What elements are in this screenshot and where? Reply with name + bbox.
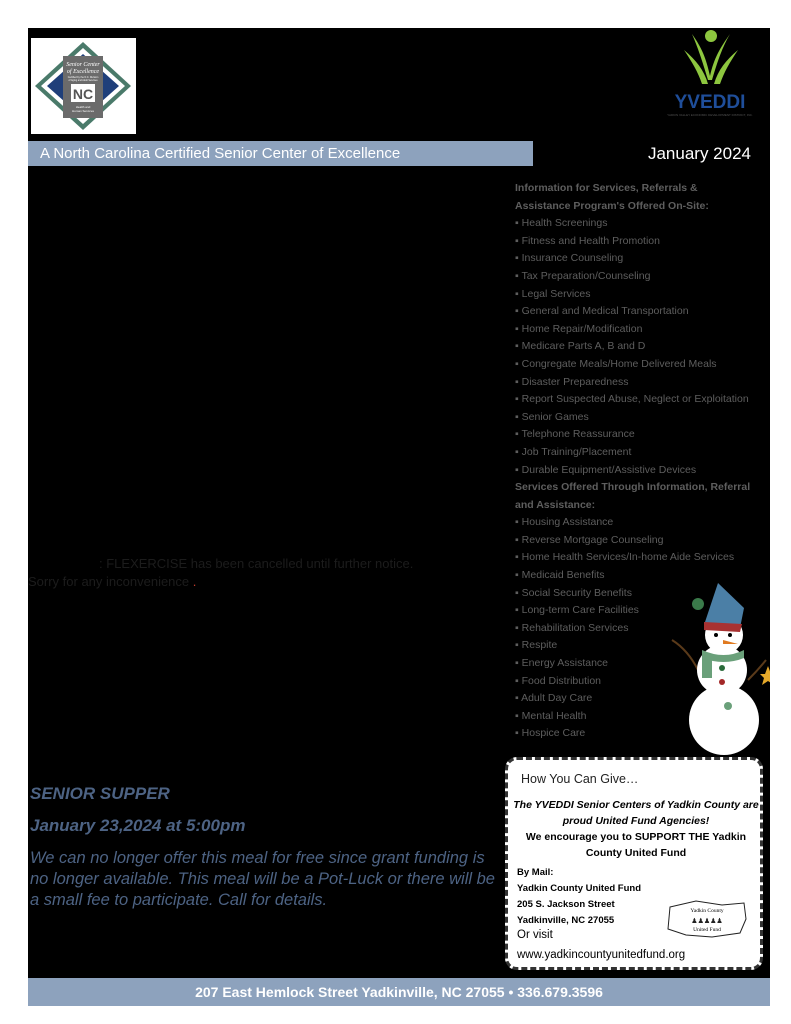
issue-date: January 2024 — [533, 141, 761, 166]
visit-label: Or visit — [517, 929, 553, 941]
notice-line-1: : FLEXERCISE has been cancelled until further notice. — [99, 556, 414, 571]
onsite-service-item: ▪ Durable Equipment/Assistive Devices — [515, 462, 755, 480]
onsite-services-heading: Information for Services, Referrals & Assistance Program's Offered On-Site: — [515, 182, 709, 212]
onsite-service-item: ▪ Legal Services — [515, 286, 755, 304]
onsite-service-item: ▪ Health Screenings — [515, 215, 755, 233]
mail-address — [517, 865, 641, 929]
onsite-service-item: ▪ Medicare Parts A, B and D — [515, 338, 755, 356]
referral-service-item: ▪ Home Health Services/In-home Aide Services — [515, 549, 755, 567]
give-line-2: We encourage you to SUPPORT THE Yadkin County United Fund — [525, 831, 747, 859]
onsite-service-item: ▪ General and Medical Transportation — [515, 303, 755, 321]
referral-service-item: ▪ Reverse Mortgage Counseling — [515, 532, 755, 550]
svg-text:Senior Center: Senior Center — [66, 62, 100, 68]
notice-line-2: Sorry for any inconvenience . — [28, 574, 197, 589]
mail-name: Yadkin County United Fund — [517, 883, 642, 894]
onsite-services — [515, 215, 755, 479]
onsite-service-item: ▪ Senior Games — [515, 409, 755, 427]
onsite-service-item: ▪ Job Training/Placement — [515, 444, 755, 462]
referral-service-item: ▪ Adult Day Care — [515, 690, 755, 708]
certification-tagline: A North Carolina Certified Senior Center of Excellence — [28, 141, 533, 166]
mail-street: 205 S. Jackson Street — [517, 899, 615, 910]
referral-service-item: ▪ Long-term Care Facilities — [515, 602, 755, 620]
svg-text:Yadkin County: Yadkin County — [690, 908, 724, 914]
svg-text:Human Services: Human Services — [71, 109, 95, 113]
onsite-service-item: ▪ Report Suspected Abuse, Neglect or Exploitation — [515, 391, 755, 409]
flexercise-notice — [28, 555, 448, 591]
give-message — [513, 797, 759, 861]
mail-city: Yadkinville, NC 27055 — [517, 915, 615, 926]
supper-title: SENIOR SUPPER — [30, 784, 170, 803]
referral-service-item: ▪ Housing Assistance — [515, 514, 755, 532]
svg-text:of Excellence: of Excellence — [66, 69, 100, 75]
onsite-service-item: ▪ Home Repair/Modification — [515, 321, 755, 339]
referral-service-item: ▪ Medicaid Benefits — [515, 567, 755, 585]
svg-text:Certified by the N.C. Division: Certified by the N.C. Division — [67, 76, 99, 79]
svg-text:NC: NC — [72, 86, 94, 102]
yveddi-logo — [662, 28, 758, 128]
svg-text:United Fund: United Fund — [693, 927, 721, 933]
supper-date: January 23,2024 at 5:00pm — [30, 816, 246, 835]
referral-service-item: ▪ Energy Assistance — [515, 655, 755, 673]
mail-label: By Mail: — [517, 867, 554, 878]
referral-service-item: ▪ Food Distribution — [515, 673, 755, 691]
referral-service-item: ▪ Rehabilitation Services — [515, 620, 755, 638]
united-fund-logo — [666, 899, 748, 939]
svg-text:YADKIN VALLEY ECONOMIC DEVELOP: YADKIN VALLEY ECONOMIC DEVELOPMENT DISTRICT, INC. — [667, 113, 753, 117]
onsite-service-item: ▪ Congregate Meals/Home Delivered Meals — [515, 356, 755, 374]
svg-text:♟♟♟♟♟: ♟♟♟♟♟ — [691, 918, 723, 925]
senior-center-excellence-logo — [31, 38, 136, 134]
supper-body: We can no longer offer this meal for free since grant funding is no longer available. This meal will be a Pot-Luck or there will be a small fee to participate. Call for details. — [30, 849, 495, 909]
svg-text:of Aging and Adult Services: of Aging and Adult Services — [68, 79, 98, 82]
header-banner — [28, 141, 761, 166]
referral-service-item: ▪ Respite — [515, 637, 755, 655]
give-title: How You Can Give… — [521, 772, 639, 786]
referral-service-item: ▪ Social Security Benefits — [515, 585, 755, 603]
onsite-service-item: ▪ Tax Preparation/Counseling — [515, 268, 755, 286]
onsite-service-item: ▪ Telephone Reassurance — [515, 426, 755, 444]
footer-address-bar: 207 East Hemlock Street Yadkinville, NC 27055 • 336.679.3596 — [28, 978, 770, 1006]
referral-service-item: ▪ Mental Health — [515, 708, 755, 726]
united-fund-link[interactable]: www.yadkincountyunitedfund.org — [517, 949, 686, 961]
onsite-service-item: ▪ Disaster Preparedness — [515, 374, 755, 392]
svg-text:Health and: Health and — [75, 105, 91, 109]
how-you-can-give-box — [505, 757, 763, 970]
give-line-1: The YVEDDI Senior Centers of Yadkin County are proud United Fund Agencies! — [513, 799, 759, 827]
onsite-service-item: ▪ Fitness and Health Promotion — [515, 233, 755, 251]
referral-service-item: ▪ Hospice Care — [515, 725, 755, 743]
svg-text:YVEDDI: YVEDDI — [674, 92, 746, 113]
snowman-illustration — [668, 580, 770, 755]
referral-services-heading: Services Offered Through Information, Referral and Assistance: — [515, 481, 751, 511]
senior-supper-section — [30, 783, 500, 911]
newsletter-page — [28, 28, 770, 1006]
onsite-service-item: ▪ Insurance Counseling — [515, 250, 755, 268]
